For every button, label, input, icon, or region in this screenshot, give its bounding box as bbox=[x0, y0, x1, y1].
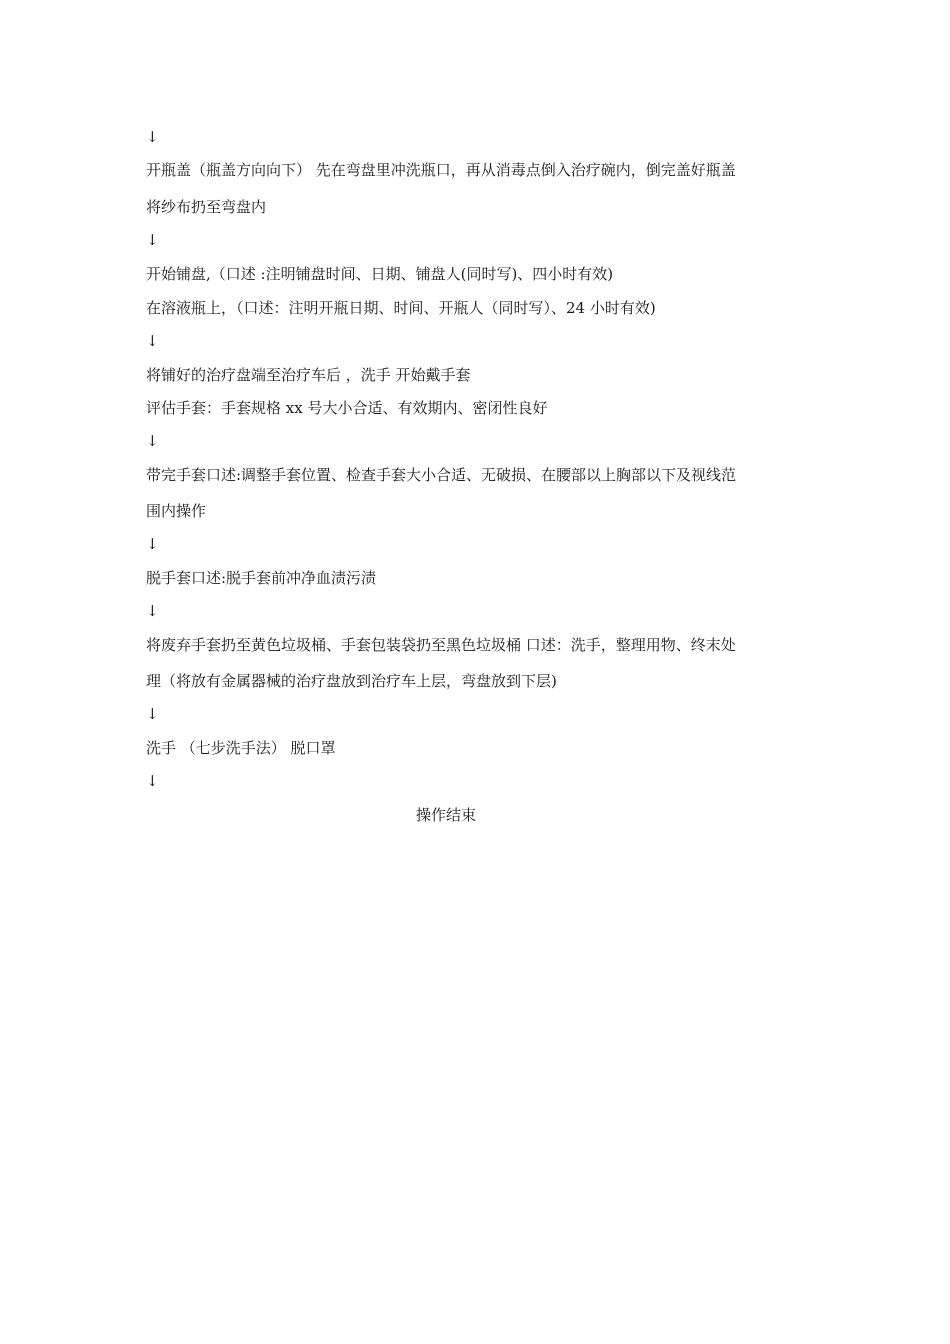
flow-arrow: ↓ bbox=[146, 705, 159, 723]
flow-arrow: ↓ bbox=[146, 128, 159, 146]
end-label: 操作结束 bbox=[415, 806, 476, 824]
step-label-bottle: 在溶液瓶上，（口述：注明开瓶日期、时间、开瓶人（同时写）、24 小时有效) bbox=[146, 299, 656, 317]
step-assess-gloves: 评估手套：手套规格 xx 号大小合适、有效期内、密闭性良好 bbox=[146, 399, 548, 417]
step-wash-hands: 洗手 （七步洗手法） 脱口罩 bbox=[146, 739, 336, 757]
step-adjust-gloves: 带完手套口述:调整手套位置、检查手套大小合适、无破损、在腰部以上胸部以下及视线范 bbox=[146, 466, 737, 484]
flow-arrow: ↓ bbox=[146, 432, 159, 450]
step-discard-gauze: 将纱布扔至弯盘内 bbox=[146, 198, 267, 216]
step-dispose-gloves-cont: 理（将放有金属器械的治疗盘放到治疗车上层，弯盘放到下层) bbox=[146, 672, 557, 690]
flow-arrow: ↓ bbox=[146, 231, 159, 249]
flow-arrow: ↓ bbox=[146, 602, 159, 620]
flow-arrow: ↓ bbox=[146, 332, 159, 350]
step-dispose-gloves: 将废弃手套扔至黄色垃圾桶、手套包装袋扔至黑色垃圾桶 口述：洗手，整理用物、终末处 bbox=[146, 636, 736, 654]
step-open-bottle: 开瓶盖（瓶盖方向向下） 先在弯盘里冲洗瓶口，再从消毒点倒入治疗碗内，倒完盖好瓶盖 bbox=[146, 161, 736, 179]
flow-arrow: ↓ bbox=[146, 535, 159, 553]
step-move-tray: 将铺好的治疗盘端至治疗车后 ，洗手 开始戴手套 bbox=[146, 366, 471, 384]
flow-arrow: ↓ bbox=[146, 772, 159, 790]
step-remove-gloves: 脱手套口述:脱手套前冲净血渍污渍 bbox=[146, 569, 377, 587]
step-start-tray: 开始铺盘,（口述 :注明铺盘时间、日期、铺盘人(同时写)、四小时有效) bbox=[146, 265, 614, 283]
step-adjust-gloves-cont: 围内操作 bbox=[146, 502, 207, 520]
